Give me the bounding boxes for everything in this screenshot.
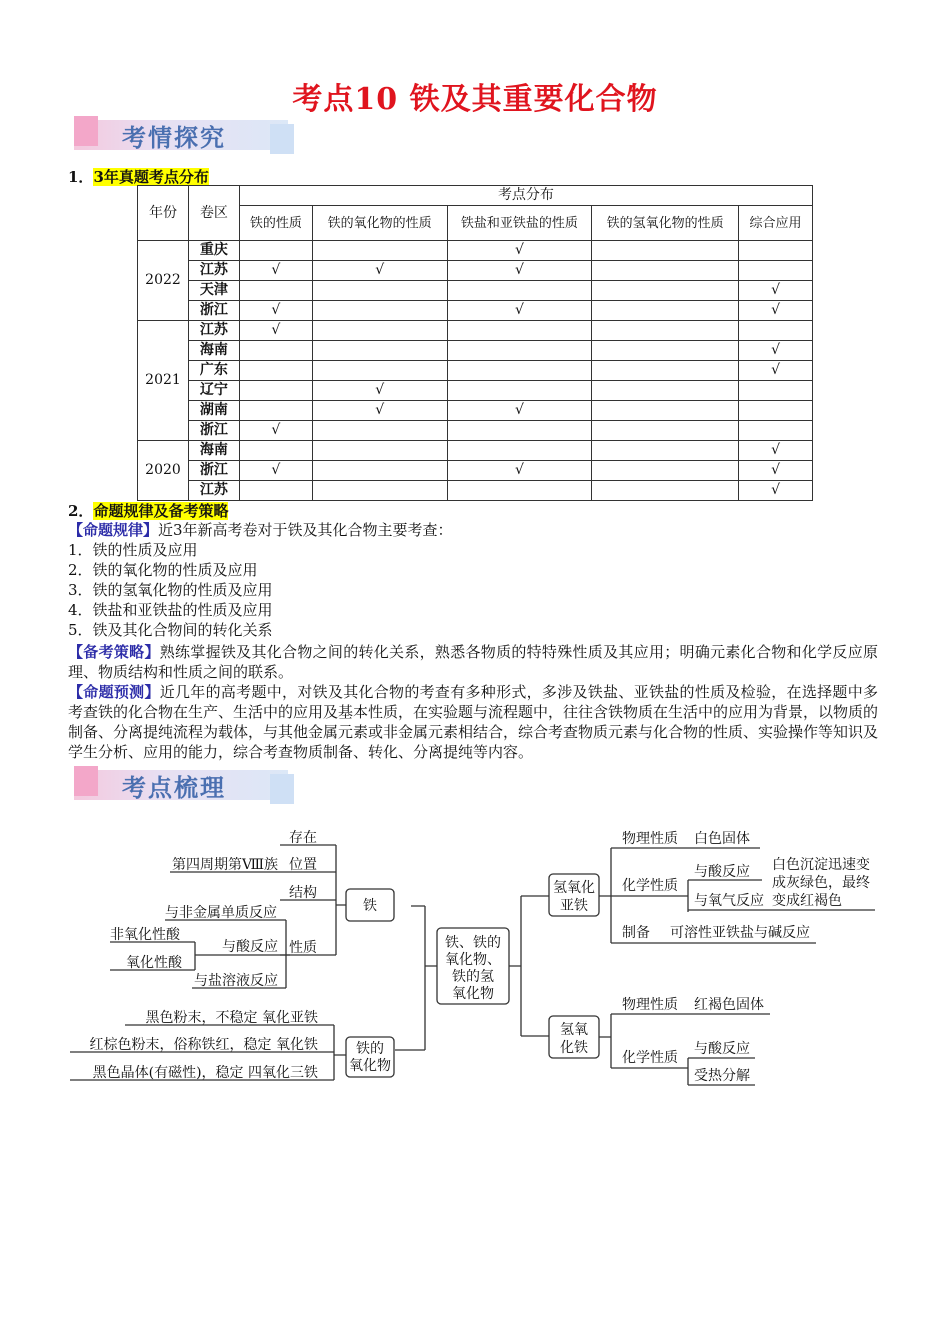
- region-cell: 重庆: [188, 241, 239, 261]
- ferric-physical-value: 红褐色固体: [694, 997, 764, 1013]
- region-cell: 江苏: [188, 321, 239, 341]
- oxides-label: 氧化物: [349, 1058, 391, 1074]
- section2-number: 2．: [68, 502, 94, 520]
- mark-cell: √: [739, 341, 813, 361]
- ferrous-prep-value: 可溶性亚铁盐与碱反应: [670, 925, 810, 941]
- oxygen-note: 变成红褐色: [772, 893, 842, 909]
- property-salt: 与盐溶液反应: [194, 973, 278, 989]
- ferrous-physical-value: 白色固体: [694, 831, 750, 847]
- ferrous-hydroxide-label: 氢氧化: [553, 880, 595, 896]
- ferrous-chem-acid: 与酸反应: [694, 864, 750, 880]
- section2-title: 命题规律及备考策略: [93, 502, 229, 520]
- strategy-text: 熟练掌握铁及其化合物之间的转化关系，熟悉各物质的特特殊性质及其应用；明确元素化合物和化学反应原理、物质结构和性质之间的联系。: [68, 643, 878, 681]
- ferric-chem-acid: 与酸反应: [694, 1041, 750, 1057]
- mark-cell: √: [239, 261, 312, 281]
- page-title: 考点10 铁及其重要化合物: [292, 82, 658, 117]
- year-cell: 2020: [138, 441, 189, 501]
- mark-cell: √: [312, 261, 447, 281]
- region-cell: 江苏: [188, 481, 239, 501]
- oxygen-note: 白色沉淀迅速变: [772, 857, 870, 873]
- region-cell: 广东: [188, 361, 239, 381]
- iron-label: 铁: [363, 898, 377, 914]
- iron-branch-existence: 存在: [289, 830, 317, 846]
- banner-label: 考点梳理: [122, 774, 226, 802]
- rule-item: 1．铁的性质及应用: [68, 541, 198, 559]
- rule-item: 2．铁的氧化物的性质及应用: [68, 561, 258, 579]
- ferrous-physical: 物理性质: [622, 831, 678, 847]
- mark-cell: √: [447, 261, 592, 281]
- mark-cell: √: [739, 441, 813, 461]
- center-label: 铁、铁的: [445, 935, 501, 951]
- region-cell: 浙江: [188, 301, 239, 321]
- region-cell: 海南: [188, 341, 239, 361]
- region-cell: 浙江: [188, 461, 239, 481]
- region-cell: 辽宁: [188, 381, 239, 401]
- rule-item: 3．铁的氢氧化物的性质及应用: [68, 581, 273, 599]
- center-label: 氧化物: [452, 986, 494, 1002]
- header-category: 铁的性质: [239, 206, 312, 241]
- oxygen-note: 成灰绿色，最终: [772, 875, 870, 891]
- header-region: 卷区: [188, 186, 239, 241]
- region-cell: 浙江: [188, 421, 239, 441]
- region-cell: 天津: [188, 281, 239, 301]
- ferric-hydroxide-label: 氢氧: [560, 1022, 588, 1038]
- center-left-connector: [395, 906, 437, 1050]
- year-cell: 2021: [138, 321, 189, 441]
- mark-cell: √: [739, 461, 813, 481]
- ferrous-chemical: 化学性质: [622, 878, 678, 894]
- ferric-chem-decompose: 受热分解: [694, 1068, 750, 1084]
- ferrous-chem-oxygen: 与氧气反应: [694, 893, 764, 909]
- region-cell: 海南: [188, 441, 239, 461]
- header-category: 综合应用: [739, 206, 813, 241]
- forecast-label: 【命题预测】: [68, 683, 160, 701]
- property-nonmetal: 与非金属单质反应: [165, 905, 277, 921]
- center-label: 铁的氢: [452, 969, 494, 985]
- header-category: 铁盐和亚铁盐的性质: [447, 206, 592, 241]
- rule-item: 4．铁盐和亚铁盐的性质及应用: [68, 601, 273, 619]
- region-cell: 湖南: [188, 401, 239, 421]
- iron-branch-structure: 结构: [289, 885, 317, 901]
- mark-cell: √: [239, 421, 312, 441]
- ferrous-hydroxide-label: 亚铁: [560, 898, 588, 914]
- center-label: 氧化物、: [445, 952, 501, 968]
- rule-item: 5．铁及其化合物间的转化关系: [68, 621, 273, 639]
- mark-cell: √: [239, 461, 312, 481]
- oxide-fe2o3: 红棕色粉末，俗称铁红，稳定 氧化铁: [89, 1037, 318, 1053]
- header-category: 铁的氢氧化物的性质: [592, 206, 739, 241]
- section1-title: 3年真题考点分布: [93, 168, 209, 186]
- property-acid: 与酸反应: [222, 939, 278, 955]
- mark-cell: √: [239, 321, 312, 341]
- iron-branch-properties: 性质: [289, 940, 317, 956]
- ferric-hydroxide-label: 化铁: [560, 1040, 588, 1056]
- oxide-feo: 黑色粉末，不稳定 氧化亚铁: [145, 1010, 318, 1026]
- oxides-label: 铁的: [356, 1041, 384, 1057]
- ferric-chemical: 化学性质: [622, 1050, 678, 1066]
- rule-label: 【命题规律】: [68, 521, 159, 539]
- strategy-label: 【备考策略】: [68, 643, 160, 661]
- mark-cell: √: [739, 481, 813, 501]
- rule-intro: 近3年新高考卷对于铁及其化合物主要考查：: [158, 521, 453, 539]
- iron-branch-position: 位置: [289, 857, 317, 873]
- ferrous-prep: 制备: [622, 925, 650, 941]
- header-group: 考点分布: [239, 186, 812, 206]
- center-right-connector: [509, 896, 549, 1036]
- mark-cell: √: [312, 381, 447, 401]
- oxide-fe3o4: 黑色晶体(有磁性)，稳定 四氧化三铁: [92, 1065, 318, 1081]
- header-year: 年份: [138, 186, 189, 241]
- mark-cell: √: [739, 281, 813, 301]
- acid-oxidizing: 氧化性酸: [126, 955, 182, 971]
- section1-number: 1．: [68, 168, 94, 186]
- year-cell: 2022: [138, 241, 189, 321]
- forecast-text: 近几年的高考题中，对铁及其化合物的考查有多种形式，多涉及铁盐、亚铁盐的性质及检验，在选择题中多考查铁的化合物在生产、生活中的应用及基本性质，在实验题与流程题中，往往含铁物质在生活中的应用为背景，以物质的制备、分离提纯流程为载体，与其他金属元素或非金属元素相结合，综合考查物质元素与化合物的性质、实验操作等知识及学生分析、应用的能力，综合考查物质制备、转化、分离提纯等内容。: [68, 683, 879, 761]
- mark-cell: √: [239, 301, 312, 321]
- mark-cell: √: [739, 301, 813, 321]
- header-category: 铁的氧化物的性质: [312, 206, 447, 241]
- mark-cell: √: [739, 361, 813, 381]
- acid-nonoxidizing: 非氧化性酸: [110, 927, 180, 943]
- mark-cell: √: [447, 301, 592, 321]
- mark-cell: √: [447, 401, 592, 421]
- mark-cell: √: [447, 461, 592, 481]
- banner-label: 考情探究: [122, 124, 226, 152]
- region-cell: 江苏: [188, 261, 239, 281]
- mark-cell: √: [312, 401, 447, 421]
- ferric-physical: 物理性质: [622, 997, 678, 1013]
- mark-cell: √: [447, 241, 592, 261]
- position-detail: 第四周期第Ⅷ族: [172, 857, 279, 873]
